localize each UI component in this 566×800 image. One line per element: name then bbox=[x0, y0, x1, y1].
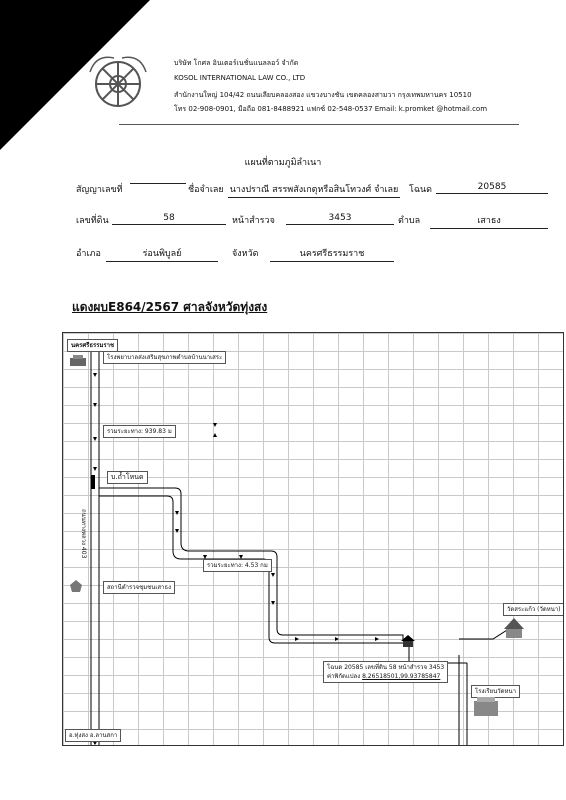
company-name-en: KOSOL INTERNATIONAL LAW CO., LTD bbox=[174, 74, 306, 82]
subdistrict-value: เสาธง bbox=[430, 213, 548, 229]
province-label: จังหวัด bbox=[232, 249, 259, 259]
label-bottom-left: อ.ทุ่งสง อ.ลานสกา bbox=[65, 729, 121, 742]
district-label: อำเภอ bbox=[76, 249, 101, 259]
land-no-label: เลขที่ดิน bbox=[76, 216, 109, 226]
label-destination bbox=[323, 661, 448, 683]
label-hospital: โรงพยาบาลส่งเสริมสุขภาพตำบลบ้านนาเสระ bbox=[103, 351, 226, 364]
label-road-name: ถนนทางหลวง 403 bbox=[80, 509, 87, 559]
subdistrict-label: ตำบล bbox=[398, 216, 421, 226]
land-no-value: 58 bbox=[112, 213, 226, 225]
label-distance-1: รวมระยะทาง: 939.83 ม bbox=[103, 425, 176, 438]
coords-value: 8.26518501,99.93785847 bbox=[362, 673, 441, 680]
temple-icon bbox=[503, 617, 525, 639]
deed-label: โฉนด bbox=[409, 185, 432, 195]
route-map bbox=[62, 332, 564, 746]
survey-value: 3453 bbox=[286, 213, 394, 225]
contract-label: สัญญาเลขที่ bbox=[76, 185, 123, 195]
company-contact: โทร 02-908-0901, มือถือ 081-8488921 แฟกซ์ 02-548-0537 Email: k.promket @hotmail.com bbox=[174, 105, 488, 113]
school-icon bbox=[473, 697, 499, 717]
coords-label: ค่าพิกัดแปลง bbox=[327, 673, 361, 680]
company-logo-icon bbox=[86, 52, 150, 116]
document-title: แผนที่ตามภูมิลำเนา bbox=[244, 158, 322, 168]
debtor-value: นางปราณี สรรพสังเกตุหรือสินโทวงศ์ จำเลย bbox=[228, 182, 400, 198]
label-temple: วัดสระแก้ว (วัดหนา) bbox=[503, 603, 564, 616]
contract-value bbox=[130, 182, 186, 184]
city-building-icon bbox=[69, 355, 87, 367]
label-village: บ.ถ้ำโหนด bbox=[107, 471, 148, 484]
header-divider bbox=[119, 124, 519, 125]
label-top-city: นครศรีธรรมราช bbox=[67, 339, 118, 352]
destination-line-1: โฉนด 20585 เลขที่ดิน 58 หน้าสำรวจ 3453 bbox=[327, 664, 445, 671]
label-school: โรงเรียนวัดหนา bbox=[471, 685, 520, 698]
district-value: ร่อนพิบูลย์ bbox=[106, 246, 218, 262]
company-address: สำนักงานใหญ่ 104/42 ถนนเลียบคลองสอง แขวงบางชัน เขตคลองสามวา กรุงเทพมหานคร 10510 bbox=[174, 91, 472, 99]
debtor-label: ชื่อจำเลย bbox=[188, 185, 224, 195]
survey-label: หน้าสำรวจ bbox=[232, 216, 275, 226]
map-heading: แดงผบE864/2567 ศาลจังหวัดทุ่งสง bbox=[72, 300, 268, 314]
province-value: นครศรีธรรมราช bbox=[270, 246, 394, 262]
destination-line-2 bbox=[327, 672, 444, 681]
deed-value: 20585 bbox=[436, 182, 548, 194]
company-name-th: บริษัท โกศล อินเตอร์เนชั่นแนลลอว์ จำกัด bbox=[174, 59, 299, 67]
police-station-icon bbox=[69, 579, 83, 593]
destination-house-icon bbox=[401, 635, 415, 647]
label-police: สถานีตำรวจชุมชนเสาธง bbox=[103, 581, 175, 594]
label-distance-2: รวมระยะทาง: 4.53 กม bbox=[203, 559, 272, 572]
